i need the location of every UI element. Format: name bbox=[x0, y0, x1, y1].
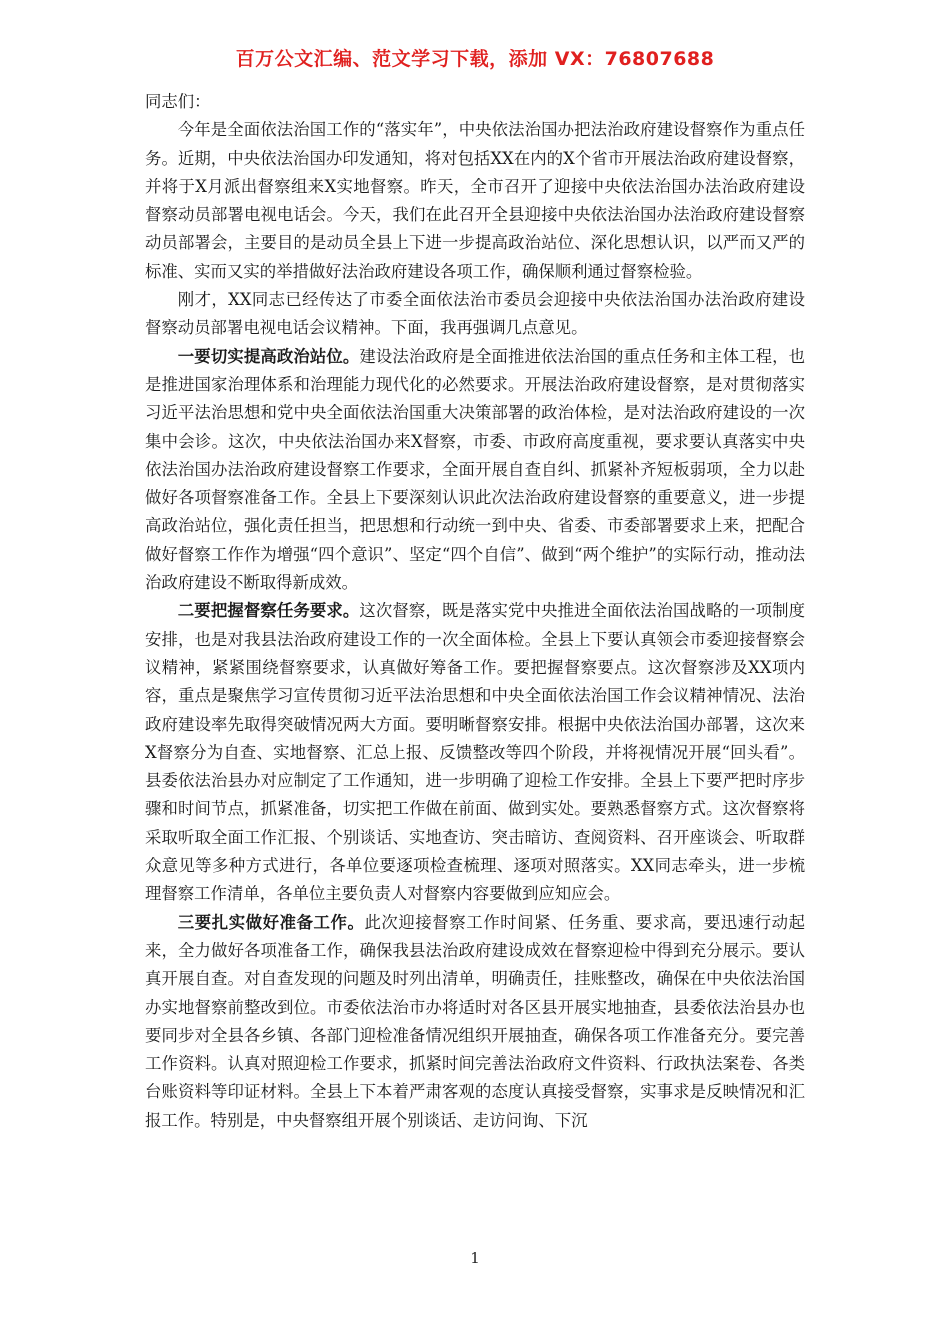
document-body bbox=[145, 88, 805, 1135]
paragraph-point-two bbox=[145, 597, 805, 908]
paragraph-point-one bbox=[145, 343, 805, 598]
paragraph-point-three bbox=[145, 909, 805, 1135]
paragraph-intro bbox=[145, 116, 805, 286]
paragraph-heading: 三要扎实做好准备工作。 bbox=[177, 912, 365, 932]
paragraph-text: 刚才，XX同志已经传达了市委全面依法治市委员会迎接中央依法治国办法治政府建设督察动员部署电视电话会议精神。下面，我再强调几点意见。 bbox=[145, 290, 805, 338]
paragraph-heading: 二要把握督察任务要求。 bbox=[177, 601, 360, 621]
header-banner: 百万公文汇编、范文学习下载，添加 VX：76807688 bbox=[235, 48, 715, 70]
paragraph-heading: 一要切实提高政治站位。 bbox=[177, 346, 360, 366]
salutation: 同志们： bbox=[145, 92, 211, 111]
paragraph-text: 这次督察，既是落实党中央推进全面依法治国战略的一项制度安排，也是对我县法治政府建设工作的一次全面体检。全县上下要认真领会市委迎接督察会议精神，紧紧围绕督察要求，认真做好筹备工作。要把握督察要点。这次督察涉及XX项内容，重点是聚焦学习宣传贯彻习近平法治思想和中央全面依法治国工作会议精神情况、法治政府建设率先取得突破情况两大方面。要明晰督察安排。根据中央依法治国办部署，这次来X督察分为自查、实地督察、汇总上报、反馈整改等四个阶段，并将视情况开展“回头看”。县委依法治县办对应制定了工作通知，进一步明确了迎检工作安排。全县上下要严把时序步骤和时间节点，抓紧准备，切实把工作做在前面、做到实处。要熟悉督察方式。这次督察将采取听取全面工作汇报、个别谈话、实地查访、突击暗访、查阅资料、召开座谈会、听取群众意见等多种方式进行，各单位要逐项检查梳理、逐项对照落实。XX同志牵头，进一步梳理督察工作清单，各单位主要负责人对督察内容要做到应知应会。 bbox=[145, 601, 805, 904]
page-number: 1 bbox=[470, 1249, 480, 1267]
paragraph-text: 今年是全面依法治国工作的“落实年”，中央依法治国办把法治政府建设督察作为重点任务。近期，中央依法治国办印发通知，将对包括XX在内的X个省市开展法治政府建设督察，并将于X月派出督察组来X实地督察。昨天，全市召开了迎接中央依法治国办法治政府建设督察动员部署电视电话会。今天，我们在此召开全县迎接中央依法治国办法治政府建设督察动员部署会，主要目的是动员全县上下进一步提高政治站位、深化思想认识，以严而又严的标准、实而又实的举措做好法治政府建设各项工作，确保顺利通过督察检验。 bbox=[145, 120, 805, 281]
paragraph-transition bbox=[145, 286, 805, 343]
paragraph-text: 此次迎接督察工作时间紧、任务重、要求高，要迅速行动起来，全力做好各项准备工作，确保我县法治政府建设成效在督察迎检中得到充分展示。要认真开展自查。对自查发现的问题及时列出清单，明确责任，挂账整改，确保在中央依法治国办实地督察前整改到位。市委依法治市办将适时对各区县开展实地抽查，县委依法治县办也要同步对全县各乡镇、各部门迎检准备情况组织开展抽查，确保各项工作准备充分。要完善工作资料。认真对照迎检工作要求，抓紧时间完善法治政府文件资料、行政执法案卷、各类台账资料等印证材料。全县上下本着严肃客观的态度认真接受督察，实事求是反映情况和汇报工作。特别是，中央督察组开展个别谈话、走访问询、下沉 bbox=[145, 912, 806, 1130]
paragraph-text: 建设法治政府是全面推进依法治国的重点任务和主体工程，也是推进国家治理体系和治理能力现代化的必然要求。开展法治政府建设督察，是对贯彻落实习近平法治思想和党中央全面依法治国重大决策部署的政治体检，是对法治政府建设的一次集中会诊。这次，中央依法治国办来X督察，市委、市政府高度重视，要求要认真落实中央依法治国办法治政府建设督察工作要求，全面开展自查自纠、抓紧补齐短板弱项，全力以赴做好各项督察准备工作。全县上下要深刻认识此次法治政府建设督察的重要意义，进一步提高政治站位，强化责任担当，把思想和行动统一到中央、省委、市委部署要求上来，把配合做好督察工作作为增强“四个意识”、坚定“四个自信”、做到“两个维护”的实际行动，推动法治政府建设不断取得新成效。 bbox=[145, 346, 805, 593]
